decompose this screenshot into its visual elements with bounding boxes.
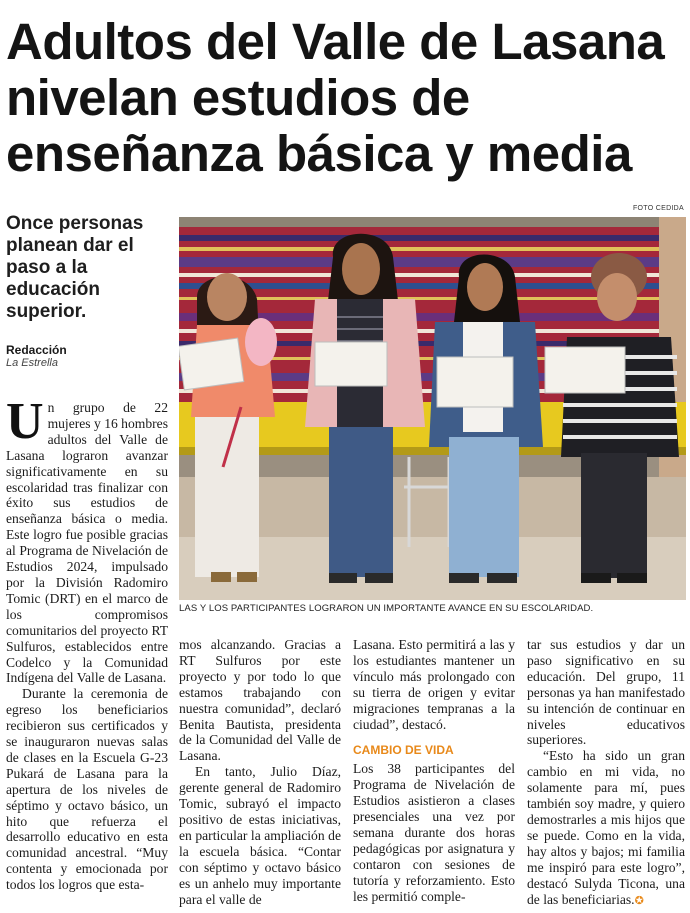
paragraph-6: Los 38 participantes del Programa de Nivelación de Estudios asistieron a clases presenciales una vez por semana durante dos horas pedagógicas por asignatura y contaron con sesiones de tutoría y reforzamiento. Esto les permitió comple- xyxy=(353,761,515,904)
paragraph-2: Durante la ceremonia de egreso los beneficiarios recibieron sus certificados y se inauguraron nuevas salas de clases en la Escuela G-23 Pukará de Lasana para la apertura de los niveles de séptimo y octavo básico, un hito que refuerza el desarrollo educativo en esta comunidad ancestral. “Muy contenta y emocionada por todos los logros que esta- xyxy=(6,686,168,893)
end-mark-icon: ✪ xyxy=(634,894,644,907)
photo-credit: FOTO CEDIDA xyxy=(632,205,684,212)
paragraph-1: n grupo de 22 mujeres y 16 hombres adultos del Valle de Lasana lograron avanzar significativamente en su escolaridad tras finalizar con éxito sus estudios de enseñanza básica o media. Este logro fue posible gracias al Programa de Nivelación de Estudios 2024, impulsado por la División Radomiro Tomic (DRT) en el marco de los compromisos comunitarios del proyecto RT Sulfuros, establecidos entre Codelco y la Comunidad Indígena del Valle de Lasana. xyxy=(6,400,168,686)
article-photo xyxy=(179,217,686,600)
headline: Adultos del Valle de Lasana nivelan estudios de enseñanza básica y media xyxy=(6,13,665,182)
byline-publication: La Estrella xyxy=(6,357,58,369)
section-heading: CAMBIO DE VIDA xyxy=(353,743,454,758)
photo-caption: LAS Y LOS PARTICIPANTES LOGRARON UN IMPORTANTE AVANCE EN SU ESCOLARIDAD. xyxy=(179,603,594,614)
article-column-3 xyxy=(353,637,515,905)
subheadline: Once personas planean dar el paso a la educación superior. xyxy=(6,213,144,322)
byline-author: Redacción xyxy=(6,343,67,357)
paragraph-7: tar sus estudios y dar un paso significativo en su educación. Del grupo, 11 personas ya han manifestado su intención de continuar en niveles educativos superiores. xyxy=(527,637,685,748)
paragraph-8: “Esto ha sido un gran cambio en mi vida, no solamente para mí, pues también soy madre, y quiero demostrarles a mis hijos que se puede. Como en la vida, hay altos y bajos; mi familia me inspiró para este logro”, destacó Sulyda Ticona, una de las beneficiarias. xyxy=(527,748,685,907)
article-column-4 xyxy=(527,637,685,909)
paragraph-3: mos alcanzando. Gracias a RT Sulfuros por este proyecto y por todo lo que estamos trabajando con nuestra comunidad”, declaró Benita Bautista, presidenta de la Comunidad del Valle de Lasana. xyxy=(179,637,341,764)
article-column-2 xyxy=(179,637,341,907)
drop-cap: U xyxy=(6,393,44,450)
paragraph-4: En tanto, Julio Díaz, gerente general de Radomiro Tomic, subrayó el impacto positivo de estas iniciativas, en particular la ampliación de la escuela básica. “Contar con séptimo y octavo básico es un anhelo muy importante para el valle de xyxy=(179,764,341,907)
byline xyxy=(6,343,67,370)
paragraph-5: Lasana. Esto permitirá a las y los estudiantes mantener un vínculo más prolongado con su tierra de origen y evitar migraciones tempranas a la ciudad”, destacó. xyxy=(353,637,515,732)
article-column-1 xyxy=(6,393,168,893)
